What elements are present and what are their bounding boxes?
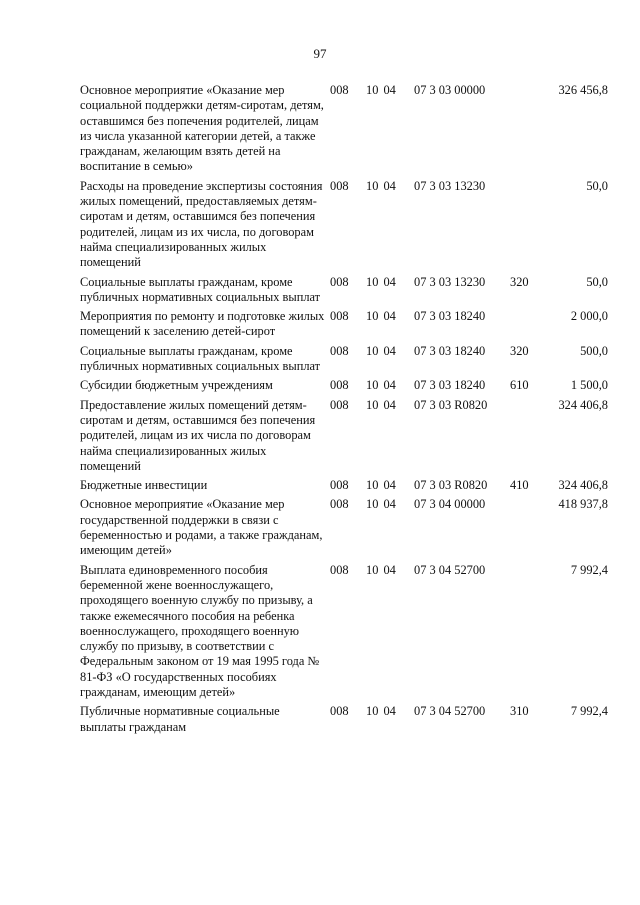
row-ved: 008 <box>330 178 349 193</box>
row-amount: 324 406,8 <box>558 478 608 493</box>
row-target-article: 07 3 03 R0820 <box>414 478 488 493</box>
table-row <box>80 344 608 375</box>
row-section: 10 04 <box>366 83 396 97</box>
row-ved: 008 <box>330 309 349 324</box>
row-expense-type: 610 <box>510 378 529 393</box>
row-amount: 7 992,4 <box>570 562 608 577</box>
table-row <box>80 275 608 306</box>
row-section: 10 04 <box>366 562 396 577</box>
row-name: Предоставление жилых помещений детям-сиротам и детям, оставшимся без попечения родителей, лицам из их числа по договорам найма специализированных жилых помещений <box>80 397 316 473</box>
row-ved: 008 <box>330 478 349 493</box>
table-row <box>80 704 608 735</box>
page-number: 97 <box>313 46 327 61</box>
row-name: Расходы на проведение экспертизы состояния жилых помещений, предоставляемых детям-сиротам и детям, оставшимся без попечения родителей, лицам из их числа, по договорам найма специализированных жилых помещений <box>80 178 323 270</box>
row-name: Субсидии бюджетным учреждениям <box>80 378 273 393</box>
row-amount: 324 406,8 <box>558 397 608 412</box>
row-target-article: 07 3 03 13230 <box>414 274 486 289</box>
row-expense-type: 320 <box>510 274 529 289</box>
row-ved: 008 <box>330 397 349 412</box>
row-section: 10 04 <box>366 178 396 193</box>
row-target-article: 07 3 03 18240 <box>414 343 486 358</box>
row-expense-type: 310 <box>510 704 529 719</box>
row-section: 10 04 <box>366 704 396 719</box>
row-amount: 50,0 <box>586 178 608 193</box>
row-section: 10 04 <box>366 378 396 393</box>
row-ved: 008 <box>330 274 349 289</box>
row-ved: 008 <box>330 562 349 577</box>
table-row <box>80 309 608 340</box>
row-ved: 008 <box>330 83 349 97</box>
row-name: Бюджетные инвестиции <box>80 478 208 493</box>
row-amount: 1 500,0 <box>570 378 608 393</box>
row-section: 10 04 <box>366 478 396 493</box>
row-section: 10 04 <box>366 497 396 512</box>
row-name: Публичные нормативные социальные выплаты гражданам <box>80 704 280 734</box>
table-row <box>80 378 608 393</box>
row-target-article: 07 3 04 52700 <box>414 562 486 577</box>
row-section: 10 04 <box>366 309 396 324</box>
row-name: Социальные выплаты гражданам, кроме публичных нормативных социальных выплат <box>80 343 321 374</box>
row-ved: 008 <box>330 343 349 358</box>
row-ved: 008 <box>330 497 349 512</box>
table-row <box>80 478 608 493</box>
row-name: Выплата единовременного пособия беременной жене военнослужащего, проходящего военную службу по призыву, а также ежемесячного пособия на ребенка военнослужащего, проходящего военную службу по призыву, в соответствии с Федеральным законом от 19 мая 1995 года № 81-ФЗ «О государственных пособиях гражданам, имеющим детей» <box>80 562 320 699</box>
row-target-article: 07 3 03 18240 <box>414 378 486 393</box>
row-amount: 50,0 <box>586 274 608 289</box>
row-amount: 326 456,8 <box>558 83 608 97</box>
row-name: Основное мероприятие «Оказание мер социальной поддержки детям-сиротам, детям, оставшимся без попечения родителей, лицам из числа указанной категории детей, а также гражданам, желающим взять детей на воспитание в семью» <box>80 83 324 174</box>
row-target-article: 07 3 03 18240 <box>414 309 486 324</box>
row-section: 10 04 <box>366 343 396 358</box>
row-name: Основное мероприятие «Оказание мер государственной поддержки в связи с беременностью и родами, а также гражданам, имеющим детей» <box>80 497 323 558</box>
row-amount: 418 937,8 <box>558 497 608 512</box>
budget-table <box>80 83 608 739</box>
row-amount: 500,0 <box>580 343 608 358</box>
row-target-article: 07 3 03 00000 <box>414 83 486 97</box>
row-target-article: 07 3 03 13230 <box>414 178 486 193</box>
row-name: Мероприятия по ремонту и подготовке жилых помещений к заселению детей-сирот <box>80 309 325 339</box>
table-row <box>80 497 608 558</box>
table-row <box>80 83 608 175</box>
table-row <box>80 179 608 271</box>
row-expense-type: 410 <box>510 478 529 493</box>
row-section: 10 04 <box>366 397 396 412</box>
row-amount: 2 000,0 <box>570 309 608 324</box>
table-row <box>80 563 608 701</box>
row-amount: 7 992,4 <box>570 704 608 719</box>
row-target-article: 07 3 03 R0820 <box>414 397 488 412</box>
row-expense-type: 320 <box>510 343 529 358</box>
row-target-article: 07 3 04 52700 <box>414 704 486 719</box>
row-name: Социальные выплаты гражданам, кроме публичных нормативных социальных выплат <box>80 274 321 304</box>
row-ved: 008 <box>330 378 349 393</box>
table-row <box>80 398 608 474</box>
row-ved: 008 <box>330 704 349 719</box>
row-section: 10 04 <box>366 274 396 289</box>
row-target-article: 07 3 04 00000 <box>414 497 486 512</box>
